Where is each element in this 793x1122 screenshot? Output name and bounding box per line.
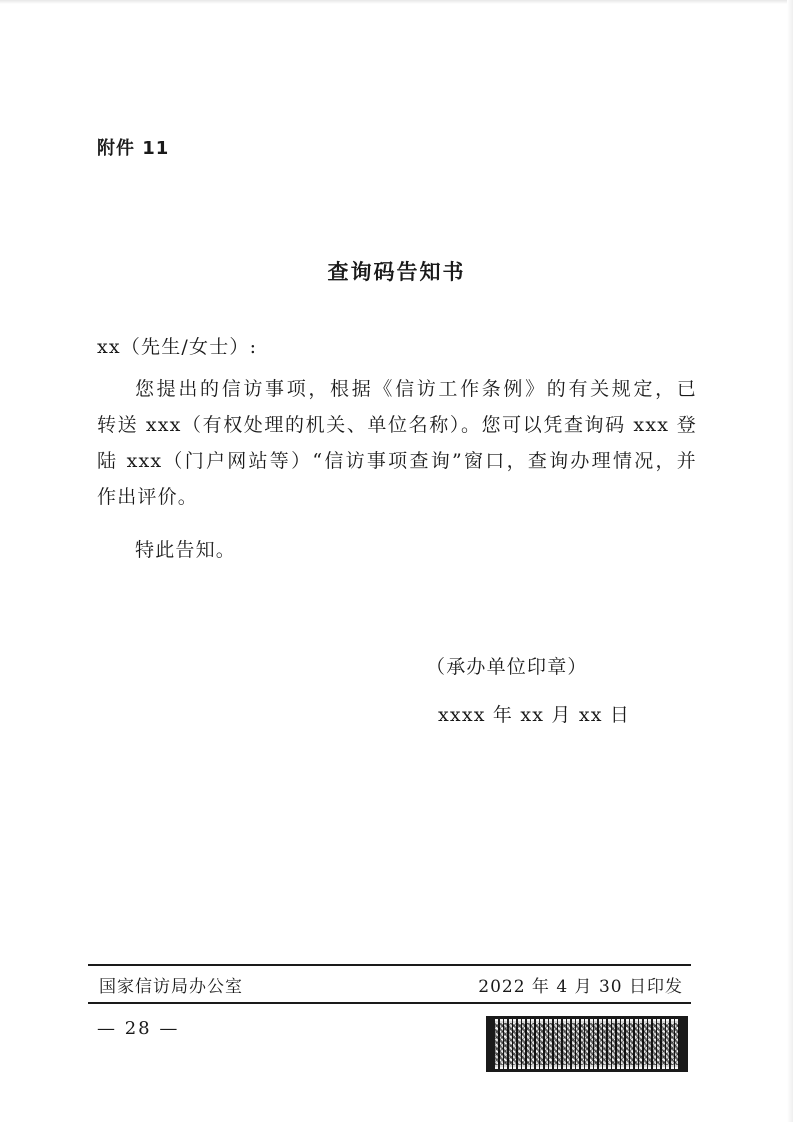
body-line: 陆 xxx（门户网站等）“信访事项查询”窗口，查询办理情况，并 [97,450,697,472]
body-paragraph [97,371,697,515]
footer-rule-bottom [88,1002,691,1004]
footer-rule-top [88,964,691,966]
issuing-office: 国家信访局办公室 [99,977,243,997]
barcode-image [486,1016,688,1072]
document-title: 查询码告知书 [327,260,466,284]
signature-date: xxxx 年 xx 月 xx 日 [438,704,631,726]
body-line: 您提出的信访事项，根据《信访工作条例》的有关规定，已 [135,378,697,400]
salutation: xx（先生/女士）: [97,336,258,358]
page-number: — 28 — [97,1018,180,1039]
body-line: 转送 xxx（有权处理的机关、单位名称）。您可以凭查询码 xxx 登 [97,414,697,436]
barcode-pattern [495,1023,679,1065]
seal-note: （承办单位印章） [426,656,588,678]
scan-edge-right [787,0,793,1122]
closing-text: 特此告知。 [135,539,237,561]
attachment-label: 附件 11 [97,138,170,159]
barcode-guard-right [679,1019,685,1069]
scan-edge-top [0,0,793,4]
print-date: 2022 年 4 月 30 日印发 [478,977,683,997]
body-line: 作出评价。 [97,486,199,508]
